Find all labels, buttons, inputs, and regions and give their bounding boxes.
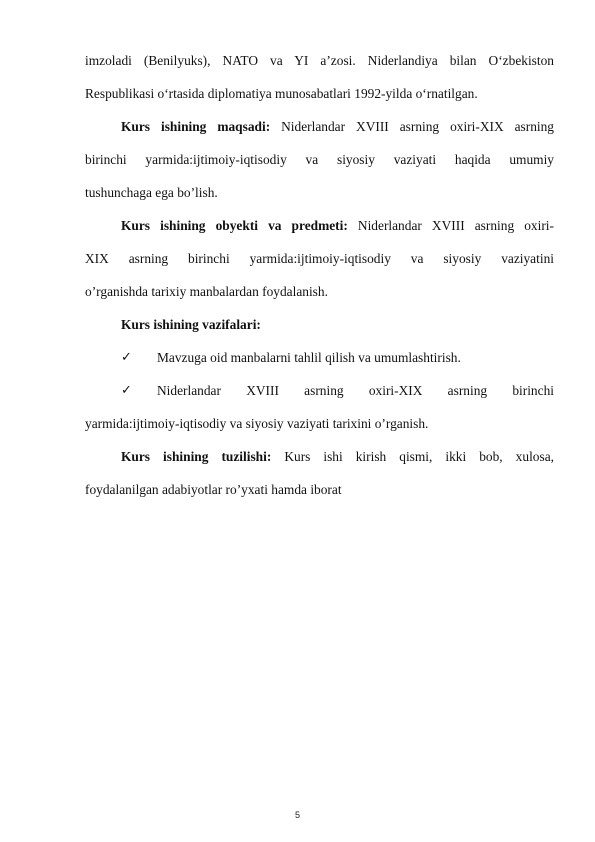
object-paragraph-line (85, 217, 554, 250)
bullet-text: Mavzuga oid manbalarni tahlil qilish va umumlashtirish. (157, 350, 461, 365)
bullet-item (85, 349, 554, 382)
bullet-text: Niderlandar XVIII asrning oxiri-XIX asrning birinchi (157, 383, 554, 398)
text-line: foydalanilgan adabiyotlar ro’yxati hamda iborat (85, 482, 342, 497)
checkmark-icon: ✓ (121, 383, 132, 398)
structure-text: Kurs ishi kirish qismi, ikki bob, xulosa, (271, 449, 554, 464)
goal-text: Niderlandar XVIII asrning oxiri-XIX asrning (270, 119, 554, 134)
tasks-label: Kurs ishining vazifalari: (121, 317, 261, 332)
structure-paragraph-line (85, 448, 554, 481)
text-line: birinchi yarmida:ijtimoiy-iqtisodiy va siyosiy vaziyati haqida umumiy (85, 152, 554, 167)
text-line: tushunchaga ega bo’lish. (85, 185, 218, 200)
text-line: o’rganishda tarixiy manbalardan foydalanish. (85, 284, 328, 299)
document-page (85, 52, 554, 514)
text-line: XIX asrning birinchi yarmida:ijtimoiy-iqtisodiy va siyosiy vaziyatini (85, 251, 554, 266)
structure-label: Kurs ishining tuzilishi: (121, 449, 272, 464)
object-text: Niderlandar XVIII asrning oxiri- (347, 218, 554, 233)
goal-label: Kurs ishining maqsadi: (121, 119, 271, 134)
page-number: 5 (294, 810, 300, 820)
text-line: Respublikasi o‘rtasida diplomatiya munosabatlari 1992-yilda o‘rnatilgan. (85, 86, 478, 101)
text-line: imzoladi (Benilyuks), NATO va YI a’zosi. Niderlandiya bilan O‘zbekiston (85, 53, 554, 68)
bullet-item (85, 382, 554, 415)
text-line: yarmida:ijtimoiy-iqtisodiy va siyosiy vaziyati tarixini o’rganish. (85, 416, 429, 431)
checkmark-icon: ✓ (121, 350, 132, 365)
goal-paragraph-line (85, 118, 554, 151)
object-label: Kurs ishining obyekti va predmeti: (121, 218, 348, 233)
